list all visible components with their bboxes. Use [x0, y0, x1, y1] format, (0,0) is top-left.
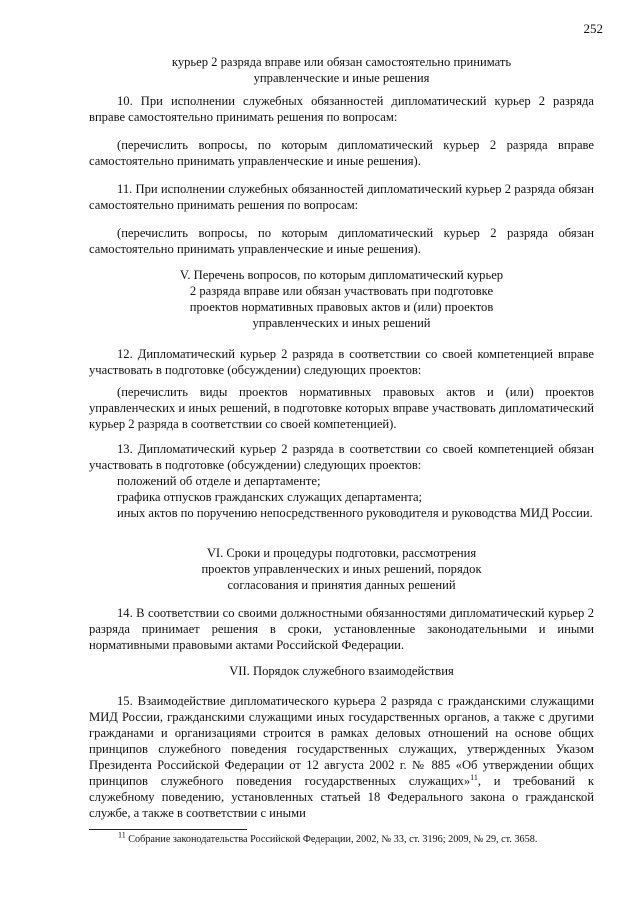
heading-line: V. Перечень вопросов, по которым дипломатический курьер: [179, 268, 504, 282]
heading-line: согласования и принятия данных решений: [227, 578, 456, 592]
footnote-number: 11: [118, 830, 126, 840]
paragraph-10-note: (перечислить вопросы, по которым дипломатический курьер 2 разряда вправе самостоятельно принимать управленческие и иные решения).: [89, 138, 594, 168]
heading-line: управленческие и иные решения: [253, 71, 430, 85]
paragraph-14: 14. В соответствии со своими должностными обязанностями дипломатический курьер 2 разряда принимает решения в сроки, установленные законодательными и иными нормативными правовыми актами Российской Федерации.: [89, 606, 594, 652]
paragraph-10: 10. При исполнении служебных обязанностей дипломатический курьер 2 разряда вправе самостоятельно принимать решения по вопросам:: [89, 94, 594, 124]
heading-line: 2 разряда вправе или обязан участвовать при подготовке: [189, 284, 494, 298]
list-item: положений об отделе и департаменте;: [117, 474, 321, 488]
heading-decision-rights: [89, 54, 594, 86]
paragraph-15-text: , и требований к служебному поведению, установленных статьей 18 Федерального закона о гражданской службе, а также в соответствии с иными: [89, 774, 594, 820]
paragraph-12-note: (перечислить виды проектов нормативных правовых актов и (или) проектов управленческих и иных решений, в подготовке которых вправе участвовать дипломатический курьер 2 разряда в соответствии со своей компетенцией).: [89, 385, 594, 431]
section-6-heading: [89, 545, 594, 593]
heading-line: управленческих и иных решений: [252, 316, 431, 330]
footnote-ref: 11: [470, 772, 478, 782]
paragraph-13-block: [89, 441, 594, 521]
heading-line: курьер 2 разряда вправе или обязан самостоятельно принимать: [171, 55, 512, 69]
paragraph-15-text: 15. Взаимодействие дипломатического курьера 2 разряда с гражданскими служащими МИД России, гражданскими служащими иных государственных органов, а также с другими гражданами и организациями строится в рамках деловых отношений на основе общих принципов служебного поведения государственных служащих, утвержденных Указом Президента Российской Федерации от 12 августа 2002 г. № 885 «Об утверждении общих принципов служебного поведения государственных служащих»: [89, 694, 594, 788]
section-5-heading: [89, 267, 594, 331]
heading-line: проектов управленческих и иных решений, порядок: [201, 562, 482, 576]
footnote-text: Собрание законодательства Российской Федерации, 2002, № 33, ст. 3196; 2009, № 29, ст. 3658.: [125, 834, 538, 845]
paragraph-11-note: (перечислить вопросы, по которым дипломатический курьер 2 разряда обязан самостоятельно принимать управленческие и иные решения).: [89, 226, 594, 256]
paragraph-11: 11. При исполнении служебных обязанностей дипломатический курьер 2 разряда обязан самостоятельно принимать решения по вопросам:: [89, 182, 594, 212]
heading-line: VI. Сроки и процедуры подготовки, рассмотрения: [206, 546, 477, 560]
section-7-heading: VII. Порядок служебного взаимодействия: [229, 664, 454, 678]
footnote-divider: [89, 829, 247, 830]
page-number: 252: [583, 21, 603, 36]
paragraph-15: [89, 693, 594, 821]
list-item: иных актов по поручению непосредственного руководителя и руководства МИД России.: [117, 506, 593, 520]
footnote: [118, 830, 598, 846]
heading-line: проектов нормативных правовых актов и (или) проектов: [189, 300, 494, 314]
paragraph-12: 12. Дипломатический курьер 2 разряда в соответствии со своей компетенцией вправе участвовать в подготовке (обсуждении) следующих проектов:: [89, 347, 594, 377]
list-item: графика отпусков гражданских служащих департамента;: [117, 490, 423, 504]
paragraph-13: 13. Дипломатический курьер 2 разряда в соответствии со своей компетенцией обязан участвовать в подготовке (обсуждении) следующих проектов:: [89, 442, 594, 472]
